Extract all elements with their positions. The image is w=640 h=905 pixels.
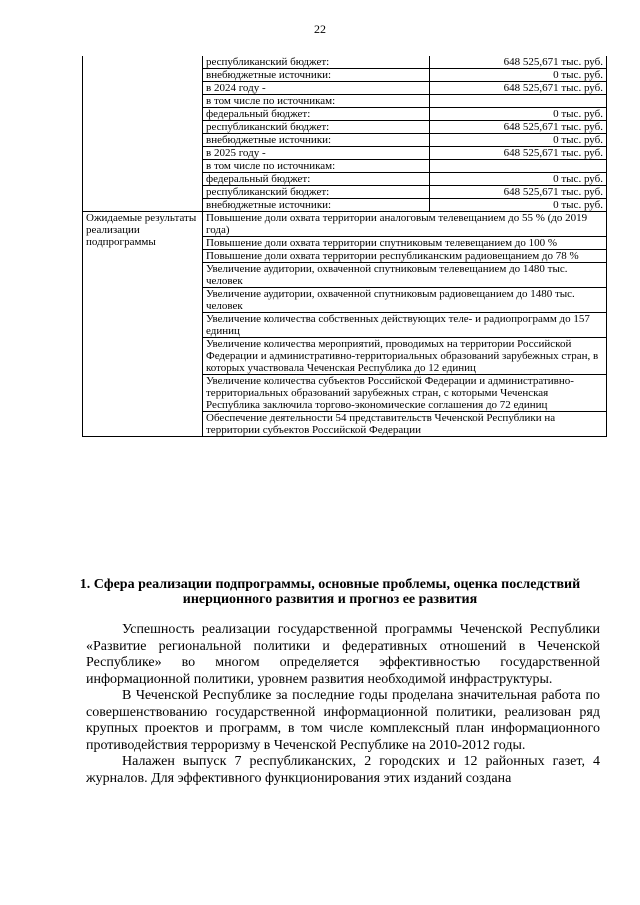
empty-cell <box>83 147 203 160</box>
finance-value <box>430 160 607 173</box>
finance-row <box>83 121 607 134</box>
finance-label: республиканский бюджет: <box>203 121 430 134</box>
result-item: Увеличение количества мероприятий, проводимых на территории Российской Федерации и административно-территориальных образований зарубежных стран, в которых участвовала Чеченская Республика до 12 единиц <box>203 338 607 375</box>
finance-label: внебюджетные источники: <box>203 199 430 212</box>
finance-value: 648 525,671 тыс. руб. <box>430 56 607 69</box>
body-text <box>86 622 600 787</box>
finance-row <box>83 69 607 82</box>
finance-value: 648 525,671 тыс. руб. <box>430 121 607 134</box>
empty-cell <box>83 56 203 69</box>
finance-value: 0 тыс. руб. <box>430 173 607 186</box>
paragraph: Налажен выпуск 7 республиканских, 2 городских и 12 районных газет, 4 журналов. Для эффективного функционирования этих изданий создана <box>86 754 600 786</box>
finance-row <box>83 186 607 199</box>
results-label: Ожидаемые результаты реализации подпрограммы <box>83 212 203 437</box>
finance-label: внебюджетные источники: <box>203 134 430 147</box>
finance-row <box>83 134 607 147</box>
finance-row <box>83 173 607 186</box>
finance-row <box>83 147 607 160</box>
finance-row <box>83 82 607 95</box>
paragraph: Успешность реализации государственной программы Чеченской Республики «Развитие региональной политики и федеративных отношений в Чеченской Республике» во многом определяется эффективностью государственной информационной политики, уровнем развития необходимой инфраструктуры. <box>86 622 600 687</box>
paragraph: В Чеченской Республике за последние годы проделана значительная работа по совершенствованию государственной информационной политики, реализован ряд крупных проектов и программ, в том числе комплексный план информационного противодействия терроризму в Чеченской Республике на 2010-2012 годы. <box>86 688 600 753</box>
finance-row <box>83 199 607 212</box>
finance-label: внебюджетные источники: <box>203 69 430 82</box>
passport-table <box>82 56 607 437</box>
empty-cell <box>83 160 203 173</box>
finance-value <box>430 95 607 108</box>
empty-cell <box>83 134 203 147</box>
finance-value: 0 тыс. руб. <box>430 199 607 212</box>
finance-value: 648 525,671 тыс. руб. <box>430 147 607 160</box>
empty-cell <box>83 199 203 212</box>
empty-cell <box>83 82 203 95</box>
finance-value: 0 тыс. руб. <box>430 69 607 82</box>
empty-cell <box>83 121 203 134</box>
finance-value: 648 525,671 тыс. руб. <box>430 186 607 199</box>
result-item: Увеличение аудитории, охваченной спутниковым радиовещанием до 1480 тыс. человек <box>203 288 607 313</box>
result-item: Обеспечение деятельности 54 представительств Чеченской Республики на территории субъектов Российской Федерации <box>203 412 607 437</box>
finance-row <box>83 108 607 121</box>
finance-value: 648 525,671 тыс. руб. <box>430 82 607 95</box>
finance-row <box>83 160 607 173</box>
finance-value: 0 тыс. руб. <box>430 108 607 121</box>
empty-cell <box>83 186 203 199</box>
empty-cell <box>83 173 203 186</box>
result-item: Увеличение количества собственных действующих теле- и радиопрограмм до 157 единиц <box>203 313 607 338</box>
finance-label: республиканский бюджет: <box>203 186 430 199</box>
finance-row <box>83 95 607 108</box>
empty-cell <box>83 69 203 82</box>
finance-value: 0 тыс. руб. <box>430 134 607 147</box>
page-number: 22 <box>314 22 326 36</box>
result-item: Повышение доли охвата территории республиканским радиовещанием до 78 % <box>203 250 607 263</box>
result-item: Повышение доли охвата территории аналоговым телевещанием до 55 % (до 2019 года) <box>203 212 607 237</box>
finance-label: федеральный бюджет: <box>203 108 430 121</box>
finance-label: в 2024 году - <box>203 82 430 95</box>
result-item: Увеличение аудитории, охваченной спутниковым телевещанием до 1480 тыс. человек <box>203 263 607 288</box>
section-heading: 1. Сфера реализации подпрограммы, основные проблемы, оценка последствий инерционного развития и прогноз ее развития <box>79 577 581 607</box>
finance-label: в том числе по источникам: <box>203 160 430 173</box>
finance-label: федеральный бюджет: <box>203 173 430 186</box>
finance-label: республиканский бюджет: <box>203 56 430 69</box>
result-item: Увеличение количества субъектов Российской Федерации и административно-территориальных образований зарубежных стран, с которыми Чеченская Республика заключила торгово-экономические соглашения до 72 единиц <box>203 375 607 412</box>
finance-label: в 2025 году - <box>203 147 430 160</box>
finance-row <box>83 56 607 69</box>
finance-label: в том числе по источникам: <box>203 95 430 108</box>
empty-cell <box>83 108 203 121</box>
result-row <box>83 212 607 237</box>
result-item: Повышение доли охвата территории спутниковым телевещанием до 100 % <box>203 237 607 250</box>
empty-cell <box>83 95 203 108</box>
